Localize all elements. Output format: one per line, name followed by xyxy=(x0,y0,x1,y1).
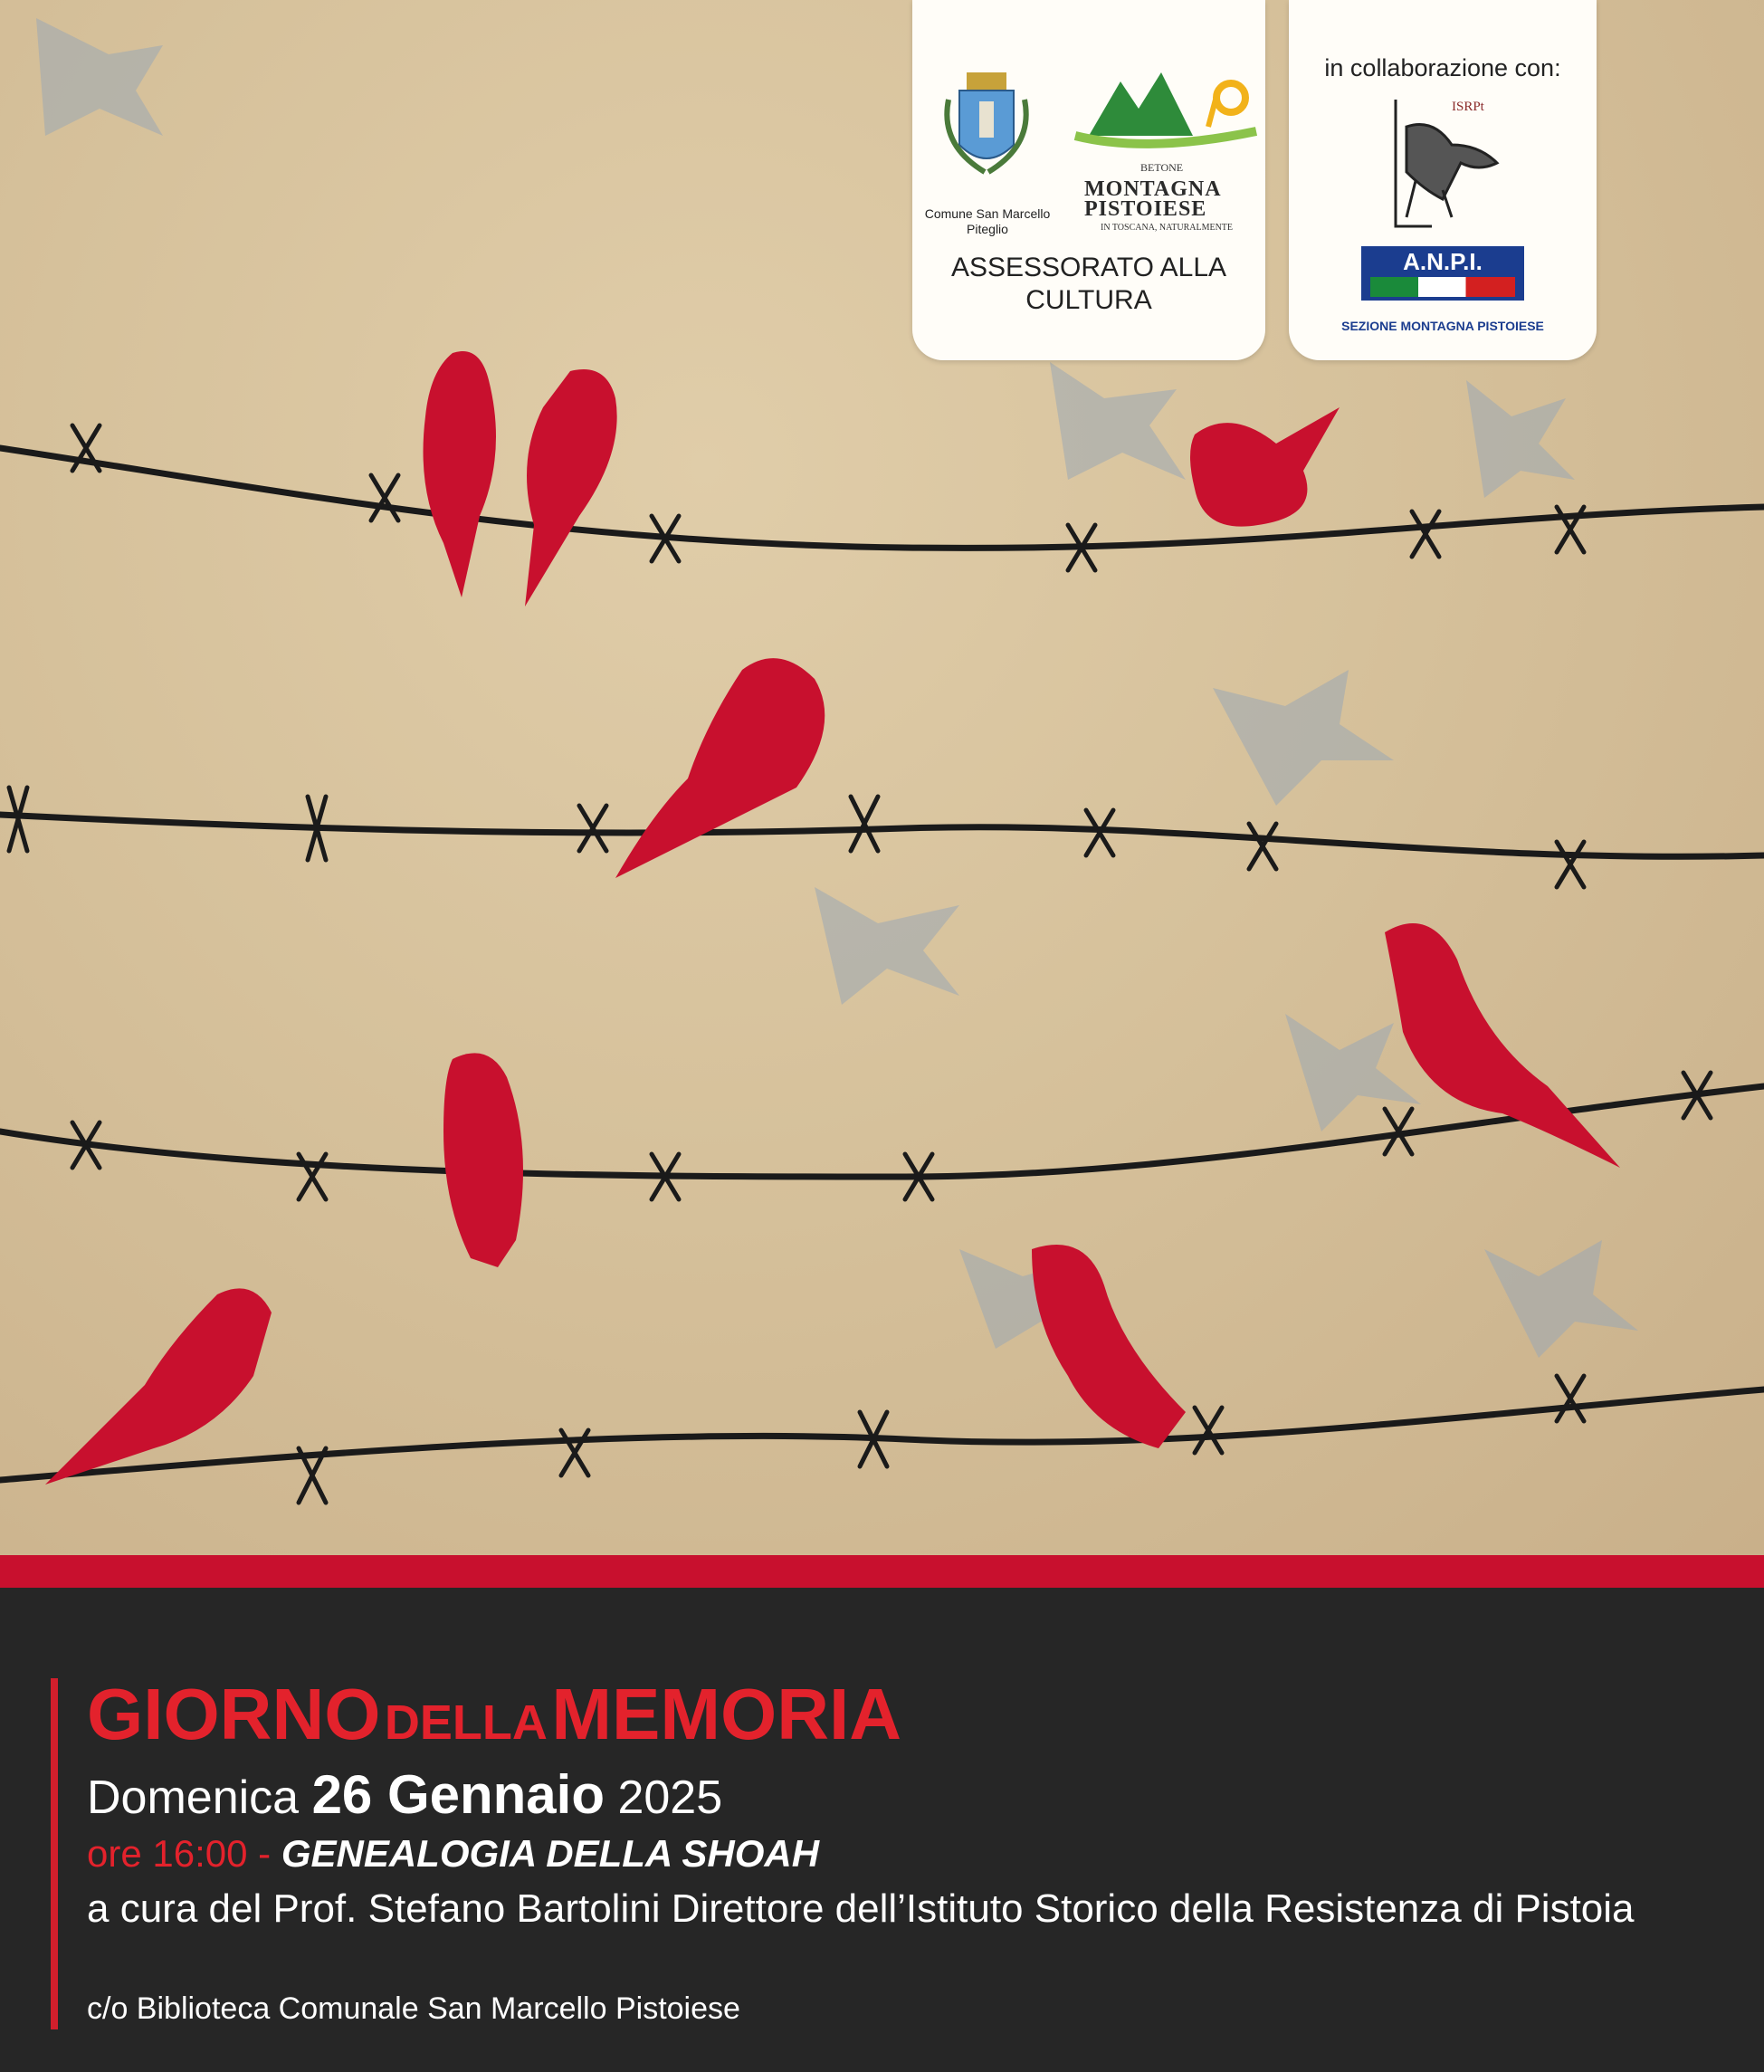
logo-panel-collaborators xyxy=(1289,0,1597,360)
italian-flag-icon xyxy=(1370,277,1515,297)
event-time: ore 16:00 - xyxy=(87,1832,272,1875)
title-memoria: MEMORIA xyxy=(551,1674,901,1754)
isrpt-logo-svg xyxy=(1289,0,1597,235)
red-bird-2 xyxy=(525,369,617,606)
anpi-section-label: SEZIONE MONTAGNA PISTOIESE xyxy=(1341,319,1544,333)
montagna-pistoiese-label: MONTAGNA PISTOIESE xyxy=(1084,177,1221,221)
event-curator: a cura del Prof. Stefano Bartolini Direttore dell’Istituto Storico della Resistenza di Pistoia xyxy=(87,1886,1635,1931)
title-della: DELLA xyxy=(384,1695,548,1750)
accent-vertical-bar xyxy=(51,1678,58,2029)
anpi-label: A.N.P.I. xyxy=(1403,248,1483,275)
comune-crest-icon xyxy=(947,72,1025,172)
title-giorno: GIORNO xyxy=(87,1674,381,1754)
anpi-logo-icon xyxy=(1361,246,1524,301)
red-bird-7 xyxy=(45,1288,272,1485)
date-year: 2025 xyxy=(617,1771,723,1824)
event-title xyxy=(87,1673,901,1756)
collaboration-label: in collaborazione con: xyxy=(1324,54,1561,81)
isrpt-horse-icon xyxy=(1396,100,1497,226)
red-bird-5 xyxy=(443,1053,523,1267)
isrpt-label: ISRPt xyxy=(1452,100,1484,114)
comune-label: Comune San Marcello Piteglio xyxy=(924,206,1051,236)
event-subtitle: GENEALOGIA DELLA SHOAH xyxy=(281,1832,820,1875)
red-bird-3 xyxy=(1190,407,1340,527)
assessorato-label: ASSESSORATO ALLA CULTURA xyxy=(950,253,1227,315)
montagna-pistoiese-logo-icon xyxy=(1075,72,1256,144)
betone-label: BETONE xyxy=(1140,161,1184,174)
montagna-tagline: IN TOSCANA, NATURALMENTE xyxy=(1101,223,1234,233)
event-date xyxy=(87,1763,722,1826)
event-venue: c/o Biblioteca Comunale San Marcello Pistoiese xyxy=(87,1991,740,2026)
red-bird-1 xyxy=(424,351,497,597)
date-day-month: 26 Gennaio xyxy=(311,1764,605,1825)
logo-panel-sponsors xyxy=(912,0,1265,360)
red-bird-4 xyxy=(615,658,825,878)
red-divider-band xyxy=(0,1555,1764,1588)
red-bird-8 xyxy=(1032,1245,1186,1448)
date-weekday: Domenica xyxy=(87,1771,300,1824)
event-time-line xyxy=(87,1832,819,1876)
